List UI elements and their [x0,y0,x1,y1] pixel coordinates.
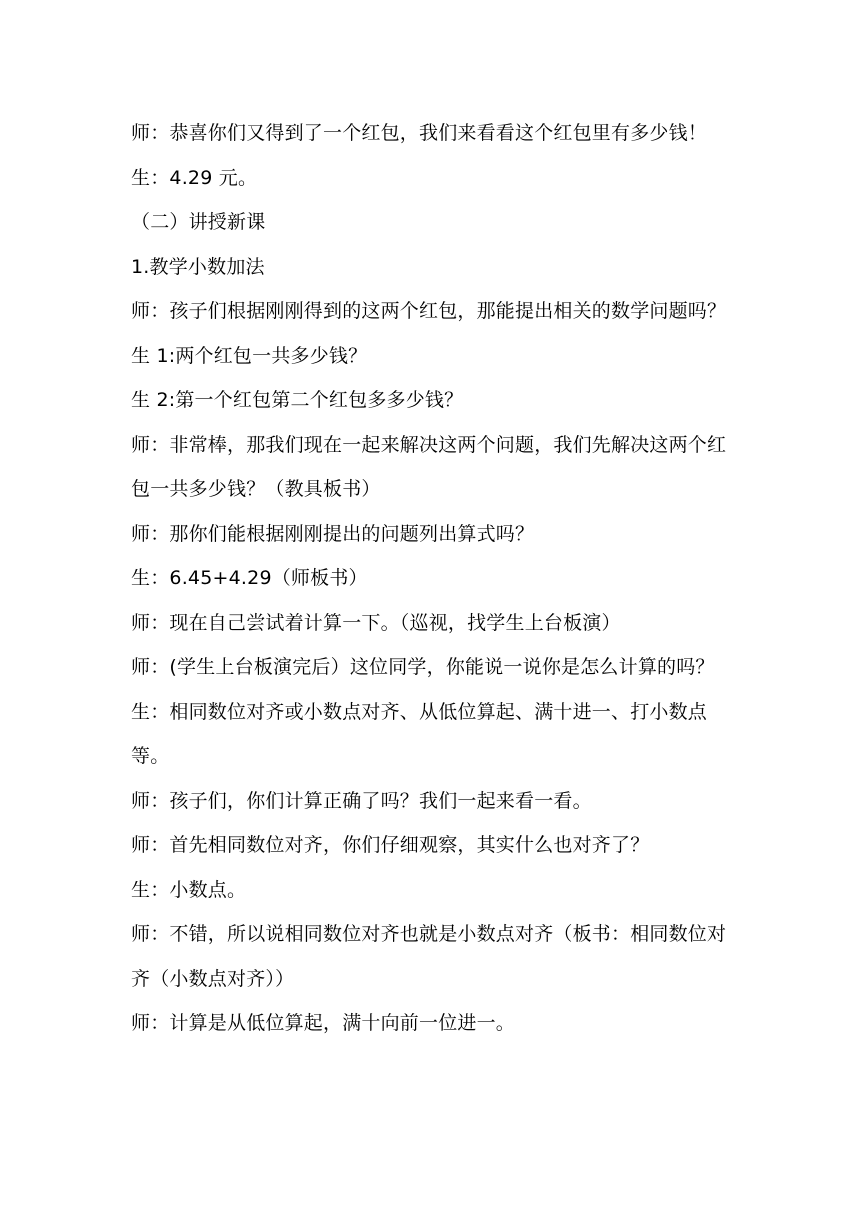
paragraph: 师：孩子们，你们计算正确了吗？我们一起来看一看。 [131,789,592,812]
paragraph: 师：非常棒，那我们现在一起来解决这两个问题，我们先解决这两个红包一共多少钱？（教具板书） [131,433,727,500]
paragraph: 师：现在自己尝试着计算一下。（巡视，找学生上台板演） [131,611,621,634]
paragraph: 师：首先相同数位对齐，你们仔细观察，其实什么也对齐了？ [131,834,650,856]
paragraph: 师：(学生上台板演完后）这位同学，你能说一说你是怎么计算的吗？ [131,656,715,678]
paragraph: 师：恭喜你们又得到了一个红包，我们来看看这个红包里有多少钱！ [131,122,708,144]
paragraph: 生 1:两个红包一共多少钱？ [131,344,368,367]
subsection-heading: 1.教学小数加法 [131,255,265,278]
paragraph: 师：计算是从低位算起，满十向前一位进一。 [131,1012,516,1034]
paragraph: 生：6.45+4.29（师板书） [131,567,368,589]
section-heading: （二）讲授新课 [131,211,266,233]
paragraph: 师：孩子们根据刚刚得到的这两个红包，那能提出相关的数学问题吗？ [131,300,727,322]
paragraph: 生：相同数位对齐或小数点对齐、从低位算起、满十进一、打小数点等。 [131,700,708,767]
document-body [131,111,733,1046]
paragraph: 生：4.29 元。 [131,166,258,189]
paragraph: 师：那你们能根据刚刚提出的问题列出算式吗？ [131,522,535,545]
paragraph: 生 2:第一个红包第二个红包多多少钱？ [131,389,464,411]
paragraph: 生：小数点。 [131,878,247,901]
paragraph: 师：不错，所以说相同数位对齐也就是小数点对齐（板书：相同数位对齐（小数点对齐）） [131,923,727,990]
